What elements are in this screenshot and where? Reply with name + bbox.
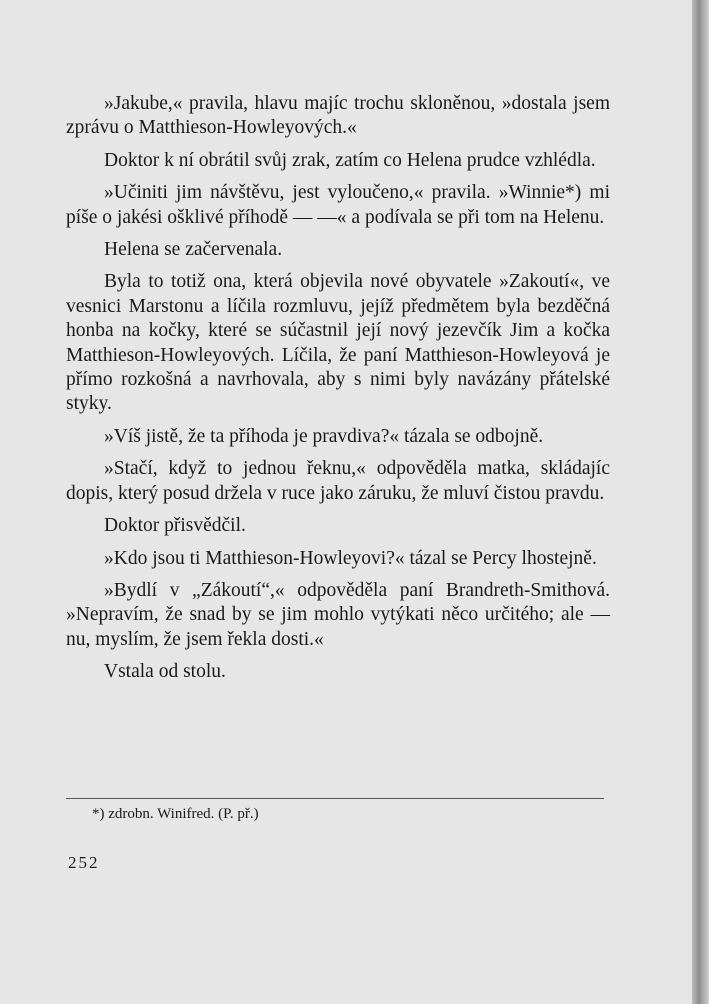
paragraph-3: »Učiniti jim návštěvu, jest vyloučeno,« pravila. »Winnie*) mi píše o jakési ošklivé příhodě — —« a podívala se při tom na Helenu. bbox=[66, 182, 610, 228]
paragraph-1: »Jakube,« pravila, hlavu majíc trochu skloněnou, »dostala jsem zprávu o Matthieson-Howleyových.« bbox=[66, 93, 610, 139]
paragraph-10: »Bydlí v „Zákoutí“,« odpověděla paní Brandreth-Smithová. »Nepravím, že snad by se jim mohlo vytýkati něco určitého; ale — nu, myslím, že jsem řekla dosti.« bbox=[66, 579, 610, 650]
footnote: *) zdrobn. Winifred. (P. př.) bbox=[92, 806, 259, 822]
page-edge bbox=[692, 0, 709, 1004]
paragraph-11: Vstala od stolu. bbox=[104, 661, 226, 683]
footnote-divider bbox=[66, 798, 604, 799]
page-number: 252 bbox=[68, 853, 100, 872]
paragraph-6: »Víš jistě, že ta příhoda je pravdiva?« tázala se odbojně. bbox=[104, 425, 544, 447]
paragraph-7: »Stačí, když to jednou řeknu,« odpověděla matka, skládajíc dopis, který posud držela v ruce jako záruku, že mluví čistou pravdu. bbox=[66, 458, 610, 504]
paragraph-5: Byla to totiž ona, která objevila nové obyvatele »Zakoutí«, ve vesnici Marstonu a líčila rozmluvu, jejíž předmětem byla bezděčná honba na kočky, které se súčastnil její nový jezevčík Jim a kočka Matthieson-Howleyových. Líčila, že paní Matthieson-Howleyová je přímo rozkošná a navrhovala, aby s nimi byly navázány přátelské styky. bbox=[66, 271, 610, 415]
paragraph-8: Doktor přisvědčil. bbox=[104, 515, 246, 537]
paragraph-4: Helena se začervenala. bbox=[104, 239, 283, 261]
body-text bbox=[66, 92, 610, 685]
paragraph-2: Doktor k ní obrátil svůj zrak, zatím co Helena prudce vzhlédla. bbox=[104, 149, 596, 171]
paragraph-9: »Kdo jsou ti Matthieson-Howleyovi?« tázal se Percy lhostejně. bbox=[104, 547, 597, 569]
